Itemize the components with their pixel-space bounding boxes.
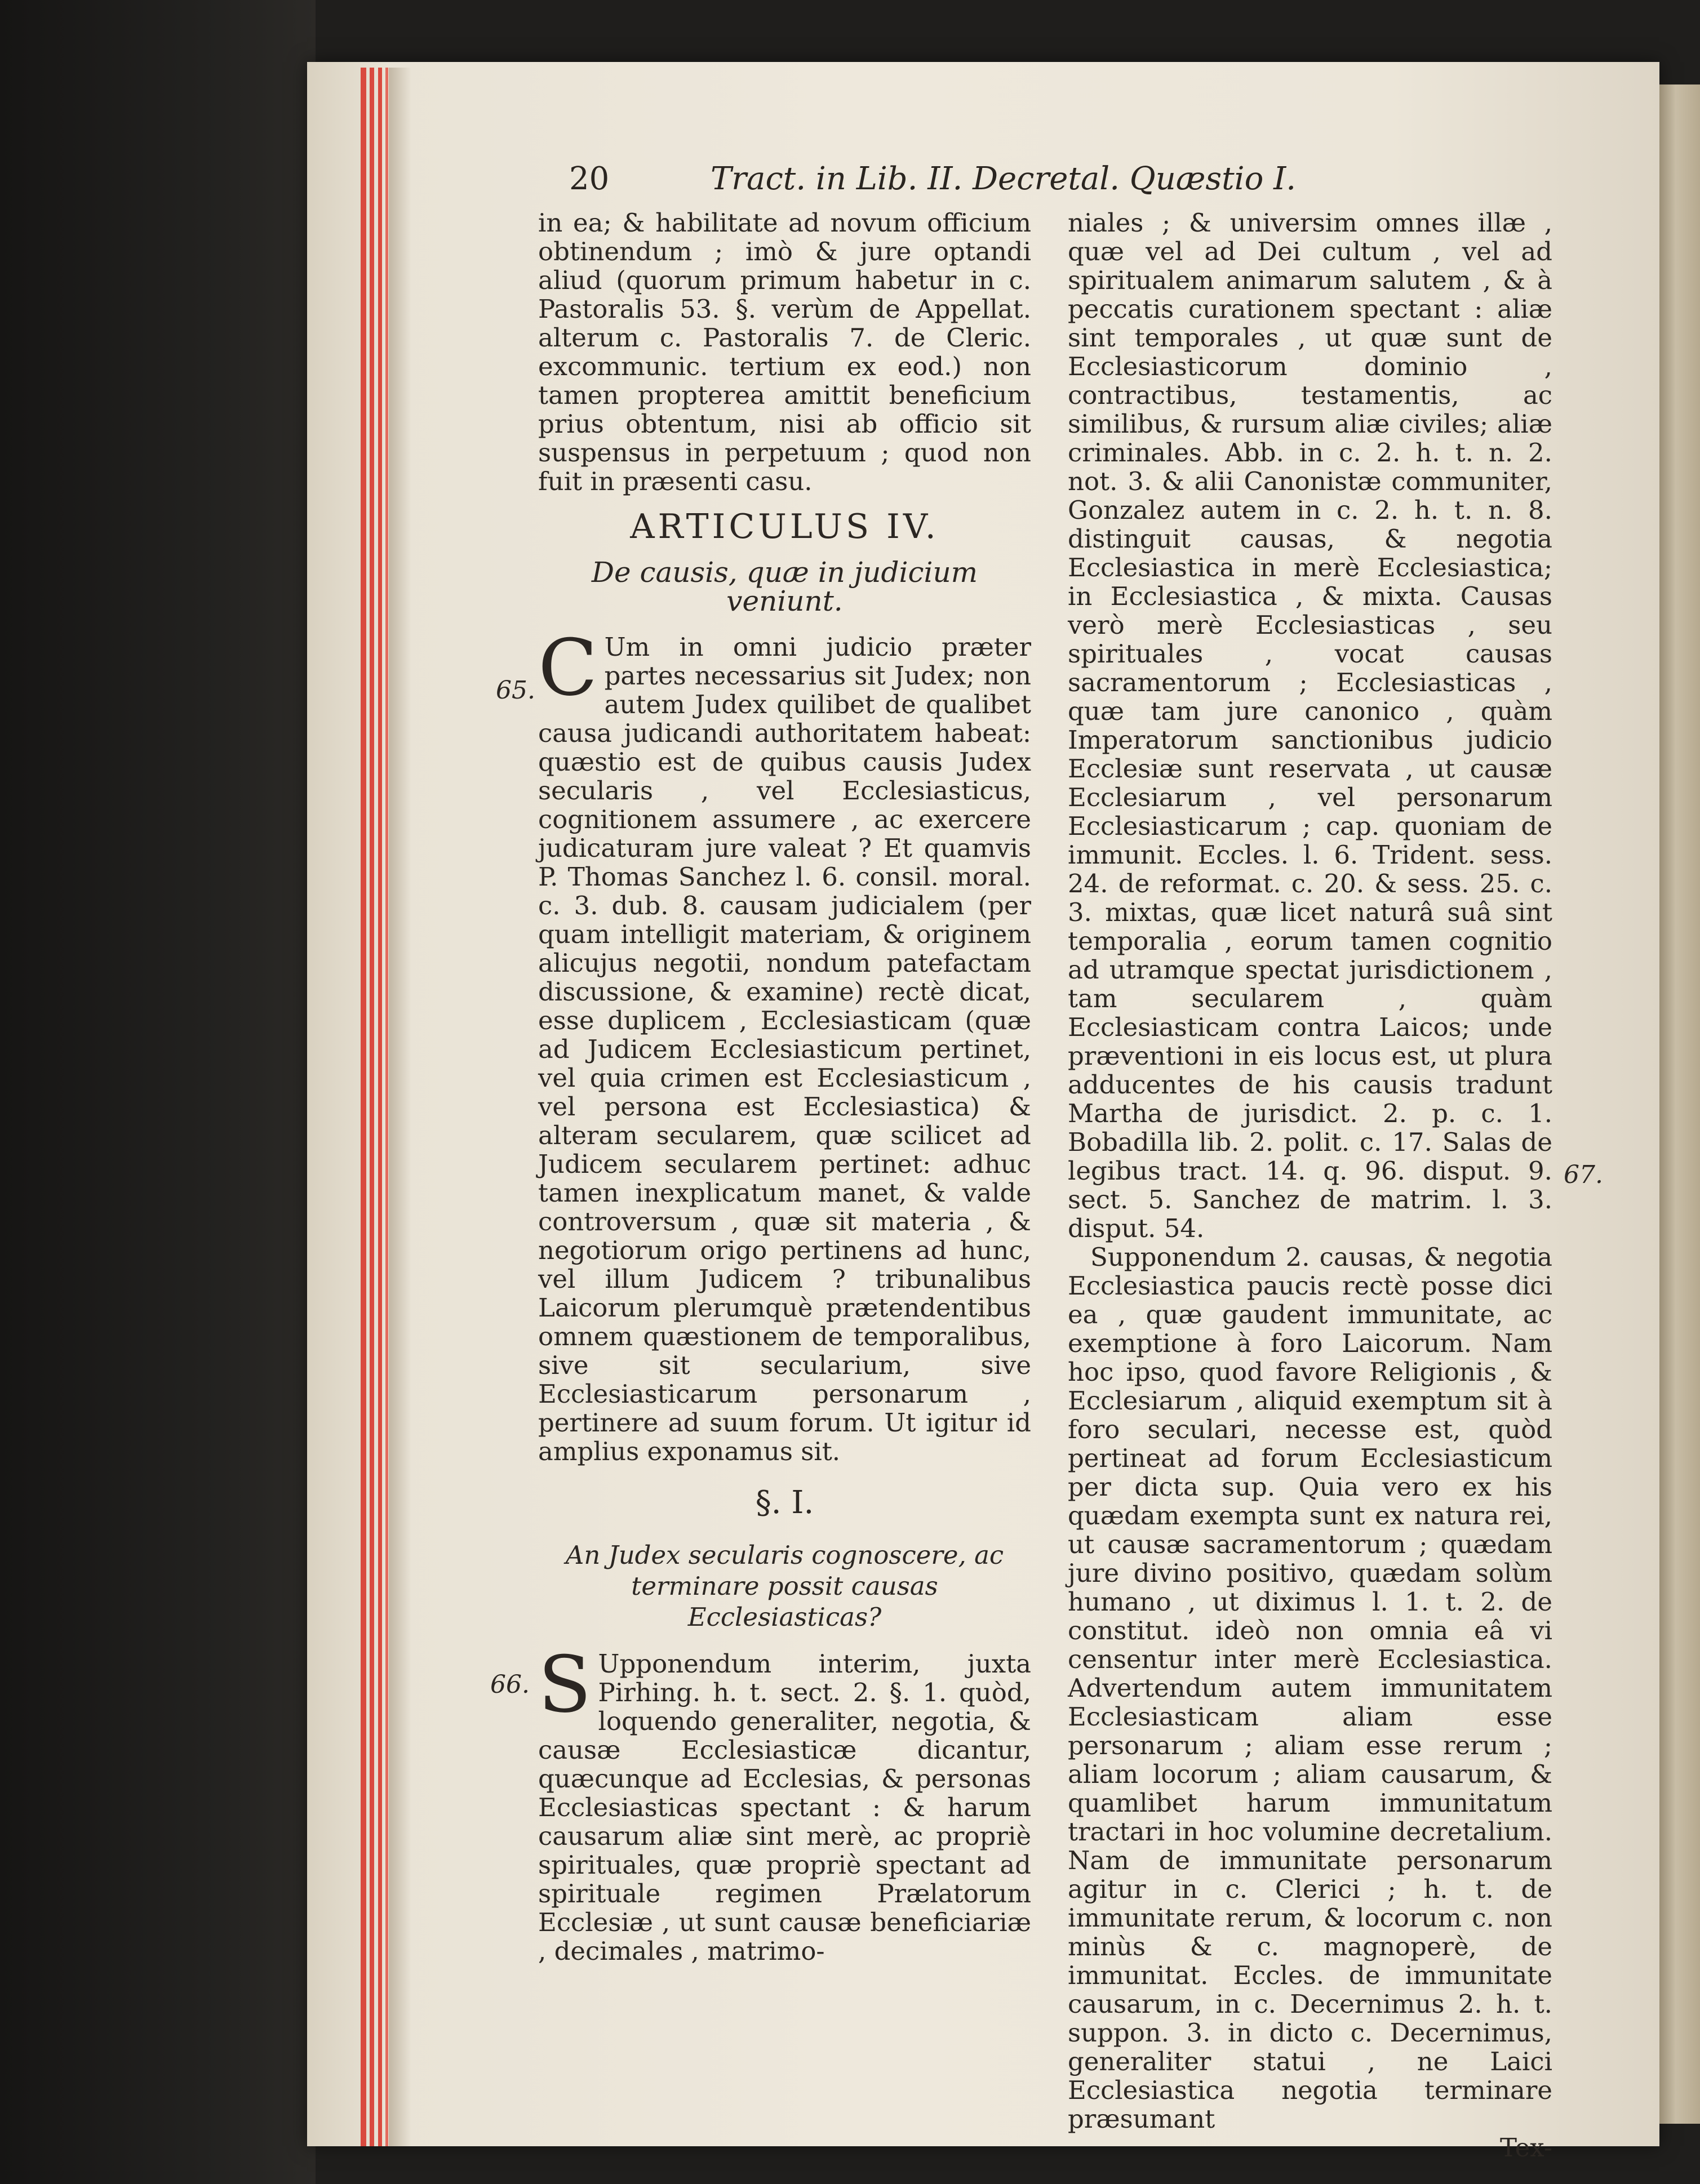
left-column: [538, 208, 1031, 1965]
paragraph-66-text: Upponendum interim, juxta Pirhing. h. t. sect. 2. §. 1. quòd, loquendo generaliter, negotia, & causæ Ecclesiasticæ dicantur, quæcunque ad Ecclesias, & personas Ecclesiasticas spectant : & harum causarum aliæ sint merè, ac propriè spirituales, quæ propriè spectant ad spirituale regimen Prælatorum Ecclesiæ , ut sunt causæ beneficiariæ , decimales , matrimo-: [538, 1649, 1031, 1966]
running-head: Tract. in Lib. II. Decretal. Quæstio I.: [710, 161, 1296, 197]
gutter-shadow: [389, 68, 411, 2146]
red-page-edge: [378, 68, 382, 2146]
drop-cap: S: [538, 1639, 592, 1730]
right-column: [1068, 208, 1552, 2162]
margin-number-65: 65.: [496, 676, 535, 705]
red-page-edge: [385, 68, 388, 2146]
section-title: An Judex secularis cognoscere, ac terminare possit causas Ecclesiasticas?: [565, 1540, 1004, 1632]
catchword: Tex-: [1500, 2133, 1552, 2163]
article-heading: ARTICULUS IV.: [630, 507, 939, 546]
background-left: [0, 0, 316, 2184]
margin-number-67: 67.: [1564, 1160, 1603, 1189]
paragraph-65-text: Um in omni judicio præter partes necessarius sit Judex; non autem Judex quilibet de qualibet causa judicandi authoritatem habeat: quæstio est de quibus causis Judex secularis , vel Ecclesiasticus, cognitionem assumere , ac exercere judicaturam jure valeat ? Et quamvis P. Thomas Sanchez l. 6. consil. moral. c. 3. dub. 8. causam judicialem (per quam intelligit materiam, & originem alicujus negotii, nondum patefactam discussione, & examine) rectè dicat, esse duplicem , Ecclesiasticam (quæ ad Judicem Ecclesiasticum pertinet, vel quia crimen est Ecclesiasticum , vel persona est Ecclesiastica) & alteram secularem, quæ scilicet ad Judicem secularem pertinet: adhuc tamen inexplicatum manet, & valde controversum , quæ sit materia , & negotiorum origo pertinens ad hunc, vel illum Judicem ? tribunalibus Laicorum plerumquè prætendentibus omnem quæstionem de temporalibus, sive sit secularium, sive Ecclesiasticarum personarum , pertinere ad suum forum. Ut igitur id amplius exponamus sit.: [538, 632, 1031, 1466]
paragraph-66: [538, 1639, 1031, 1966]
paragraph-continued: niales ; & universim omnes illæ , quæ vel ad Dei cultum , vel ad spiritualem animarum salutem , & à peccatis curationem spectant : aliæ sint temporales , ut quæ sunt de Ecclesiasticorum dominio , contractibus, testamentis, ac similibus, & rursum aliæ civiles; aliæ criminales. Abb. in c. 2. h. t. n. 2. not. 3. & alii Canonistæ communiter, Gonzalez autem in c. 2. h. t. n. 8. distinguit causas, & negotia Ecclesiastica in merè Ecclesiastica; in Ecclesiastica , & mixta. Causas verò merè Ecclesiasticas , seu spirituales , vocat causas sacramentorum ; Ecclesiasticas , quæ tam jure canonico , quàm Imperatorum sanctionibus judicio Ecclesiæ sunt reservata , ut causæ Ecclesiarum , vel personarum Ecclesiasticarum ; cap. quoniam de immunit. Eccles. l. 6. Trident. sess. 24. de reformat. c. 20. & sess. 25. c. 3. mixtas, quæ licet naturâ suâ sint temporalia , eorum tamen cognitio ad utramque spectat jurisdictionem , tam secularem , quàm Ecclesiasticam contra Laicos; unde præventioni in eis locus est, ut plura adducentes de his causis tradunt Martha de jurisdict. 2. p. c. 1. Bobadilla lib. 2. polit. c. 17. Salas de legibus tract. 14. q. 96. disput. 9. sect. 5. Sanchez de matrim. l. 3. disput. 54.: [1068, 208, 1552, 1243]
facing-page-edge: [1659, 84, 1700, 2124]
intro-paragraph: in ea; & habilitate ad novum officium obtinendum ; imò & jure optandi aliud (quorum primum habetur in c. Pastoralis 53. §. verùm de Appellat. alterum c. Pastoralis 7. de Cleric. excommunic. tertium ex eod.) non tamen propterea amittit beneficium prius obtentum, nisi ab officio sit suspensus in perpetuum ; quod non fuit in præsenti casu.: [538, 208, 1031, 496]
red-page-edge: [361, 68, 366, 2146]
section-mark: §. I.: [755, 1484, 814, 1521]
page-header: [569, 161, 1296, 206]
paragraph-67: Supponendum 2. causas, & negotia Ecclesiastica paucis rectè posse dici ea , quæ gaudent immunitate, ac exemptione à foro Laicorum. Nam hoc ipso, quod favore Religionis , & Ecclesiarum , aliquid exemptum sit à foro seculari, necesse est, quòd pertineat ad forum Ecclesiasticum per dicta sup. Quia vero ex his quædam exempta sunt ex natura rei, ut causæ sacramentorum ; quædam jure divino positivo, quædam solùm humano , ut diximus l. 1. t. 2. de constitut. ideò non omnia eâ vi censentur inter merè Ecclesiastica. Advertendum autem immunitatem Ecclesiasticam aliam esse personarum ; aliam esse rerum ; aliam locorum ; aliam causarum, & quamlibet harum immunitatum tractari in hoc volumine decretalium. Nam de immunitate personarum agitur in c. Clerici ; h. t. de immunitate rerum, & locorum c. non minùs & c. magnoperè, de immunitat. Eccles. de immunitate causarum, in c. Decernimus 2. h. t. suppon. 3. in dicto c. Decernimus, generaliter statui , ne Laici Ecclesiastica negotia terminare præsumant: [1068, 1242, 1552, 2134]
red-page-edge: [370, 68, 374, 2146]
article-subtitle: De causis, quæ in judicium veniunt.: [591, 556, 978, 617]
margin-number-66: 66.: [490, 1670, 530, 1699]
drop-cap: C: [538, 622, 598, 713]
paragraph-65: [538, 622, 1031, 1466]
page-number: 20: [569, 161, 610, 197]
